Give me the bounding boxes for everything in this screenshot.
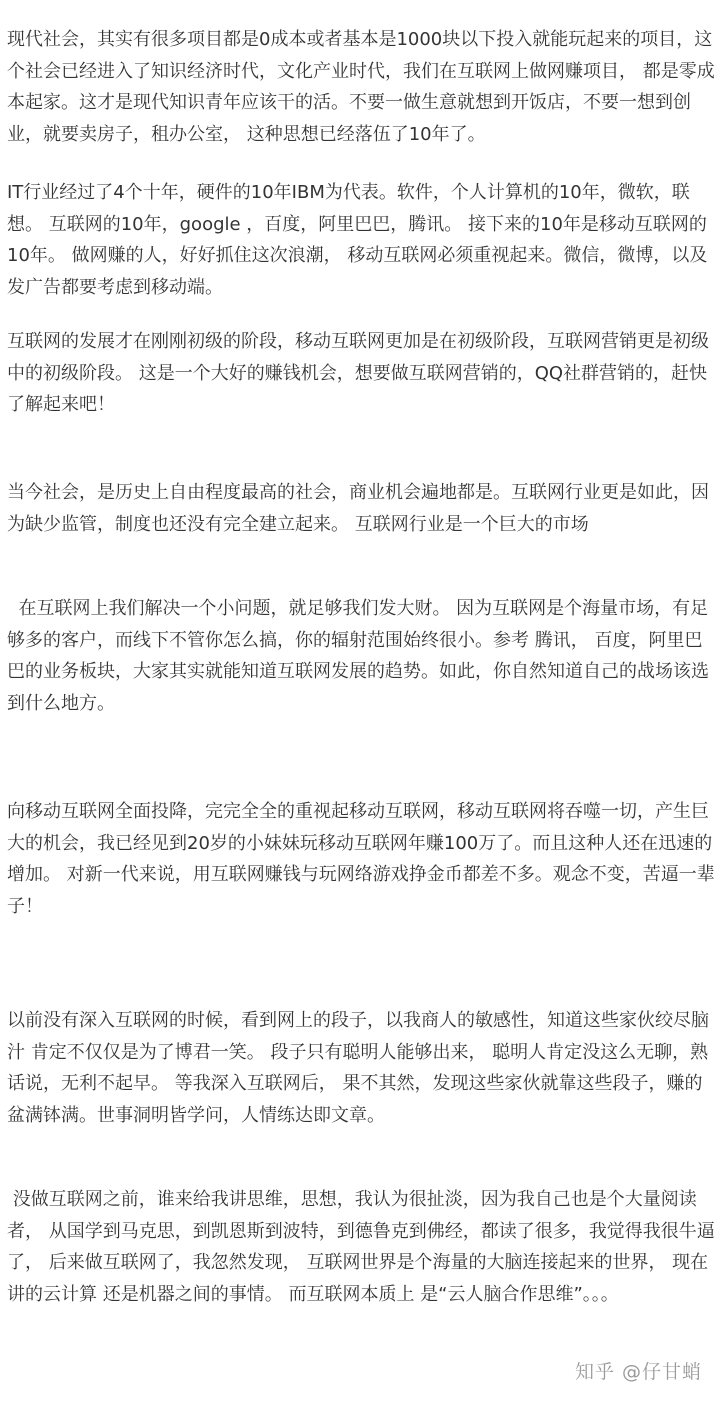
- zhihu-watermark: 知乎 @仔甘蛸: [574, 1361, 702, 1383]
- article-paragraph-3: 互联网的发展才在刚刚初级的阶段，移动互联网更加是在初级阶段，互联网营销更是初级中的初级阶段。 这是一个大好的赚钱机会，想要做互联网营销的，QQ社群营销的，赶快了解起来吧！: [7, 331, 709, 415]
- article-paragraph-5: 在互联网上我们解决一个小问题，就足够我们发大财。 因为互联网是个海量市场，有足够多的客户，而线下不管你怎么搞，你的辐射范围始终很小。参考 腾讯， 百度，阿里巴巴的业务板块，大家其实就能知道互联网发展的趋势。如此，你自然知道自己的战场该选到什么地方。: [7, 598, 709, 714]
- article-paragraph-1: 现代社会，其实有很多项目都是0成本或者基本是1000块以下投入就能玩起来的项目，这个社会已经进入了知识经济时代，文化产业时代，我们在互联网上做网赚项目， 都是零成本起家。这才是现代知识青年应该干的活。不要一做生意就想到开饭店，不要一想到创业，就要卖房子，租办公室， 这种思想已经落伍了10年了。: [7, 29, 715, 145]
- article-paragraph-6: 向移动互联网全面投降，完完全全的重视起移动互联网，移动互联网将吞噬一切，产生巨大的机会，我已经见到20岁的小妹妹玩移动互联网年赚100万了。而且这种人还在迅速的增加。 对新一代来说，用互联网赚钱与玩网络游戏挣金币都差不多。观念不变，苦逼一辈子！: [7, 801, 715, 917]
- article-paragraph-8: 没做互联网之前，谁来给我讲思维，思想，我认为很扯淡，因为我自己也是个大量阅读者， 从国学到马克思，到凯恩斯到波特，到德鲁克到佛经，都读了很多，我觉得我很牛逼了， 后来做互联网了，我忽然发现， 互联网世界是个海量的大脑连接起来的世界， 现在讲的云计算 还是机器之间的事情。 而互联网本质上 是“云人脑合作思维”。。。: [7, 1189, 715, 1305]
- article-paragraph-7: 以前没有深入互联网的时候，看到网上的段子，以我商人的敏感性，知道这些家伙绞尽脑汁 肯定不仅仅是为了博君一笑。 段子只有聪明人能够出来， 聪明人肯定没这么无聊，熟话说，无利不起早。 等我深入互联网后， 果不其然，发现这些家伙就靠这些段子，赚的盆满钵满。世事洞明皆学问，人情练达即文章。: [7, 1010, 709, 1126]
- article-paragraph-2: IT行业经过了4个十年，硬件的10年IBM为代表。软件，个人计算机的10年，微软，联想。 互联网的10年，google ，百度，阿里巴巴，腾讯。 接下来的10年是移动互联网的10年。 做网赚的人，好好抓住这次浪潮， 移动互联网必须重视起来。微信，微博，以及发广告都要考虑到移动端。: [7, 182, 708, 298]
- article-paragraph-4: 当今社会，是历史上自由程度最高的社会，商业机会遍地都是。互联网行业更是如此，因为缺少监管，制度也还没有完全建立起来。 互联网行业是一个巨大的市场: [7, 482, 709, 535]
